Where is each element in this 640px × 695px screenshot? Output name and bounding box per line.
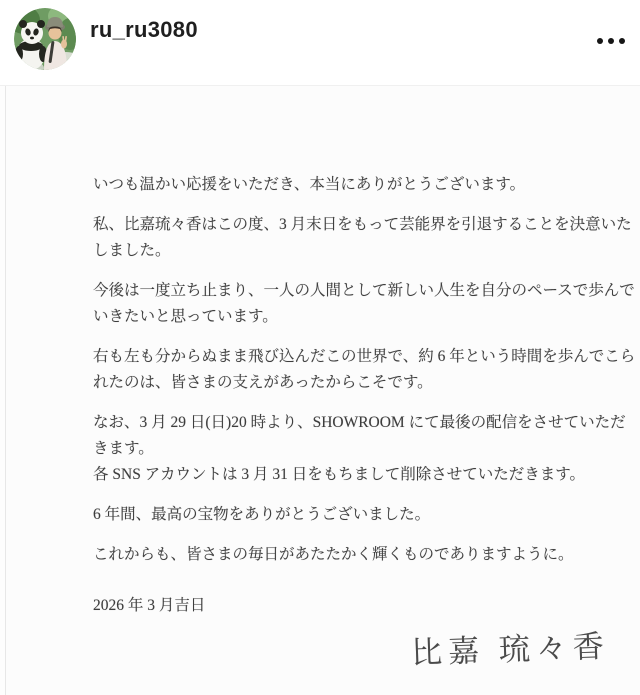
letter-paragraph bbox=[93, 172, 552, 198]
letter-paragraph bbox=[93, 502, 552, 528]
profile-avatar[interactable] bbox=[14, 8, 76, 70]
letter-paragraph bbox=[93, 212, 632, 264]
more-options-button[interactable] bbox=[581, 28, 627, 54]
avatar-image bbox=[14, 8, 76, 70]
letter-date: 2026 年 3 月吉日 bbox=[93, 597, 206, 614]
letter-signature: 比嘉 琉々香 bbox=[410, 628, 611, 671]
letter-line: 今後は一度立ち止まり、一人の人間として新しい人生を自分のペースで歩んで bbox=[93, 282, 635, 299]
username[interactable]: ru_ru3080 bbox=[90, 17, 198, 42]
letter-line: 各 SNS アカウントは 3 月 31 日をもちまして削除させていただきます。 bbox=[93, 466, 586, 483]
letter-line: れたのは、皆さまの支えがあったからこそです。 bbox=[93, 374, 433, 391]
letter-line: なお、3 月 29 日(日)20 時より、SHOWROOM にて最後の配信をさせていただ bbox=[93, 414, 626, 431]
letter-line: いつも温かい応援をいただき、本当にありがとうございます。 bbox=[93, 176, 526, 193]
letter-line: いきたいと思っています。 bbox=[93, 308, 278, 325]
letter-paragraph bbox=[93, 344, 636, 396]
letter-line: 6 年間、最高の宝物をありがとうございました。 bbox=[93, 506, 431, 523]
letter-line: きます。 bbox=[93, 440, 154, 457]
letter-line: しました。 bbox=[93, 242, 171, 259]
letter-text bbox=[0, 86, 640, 695]
letter-paragraph bbox=[93, 410, 626, 488]
ellipsis-icon bbox=[597, 38, 627, 44]
post-image[interactable] bbox=[0, 85, 640, 695]
letter-line: 右も左も分からぬまま飛び込んだこの世界で、約 6 年という時間を歩んでこら bbox=[93, 348, 636, 365]
letter-line: 私、比嘉琉々香はこの度、3 月末日をもって芸能界を引退することを決意いた bbox=[93, 216, 632, 233]
letter-line: これからも、皆さまの毎日があたたかく輝くものでありますように。 bbox=[93, 546, 574, 563]
letter-paragraph bbox=[93, 278, 635, 330]
post-header bbox=[0, 0, 640, 85]
letter-paragraph bbox=[93, 542, 574, 568]
